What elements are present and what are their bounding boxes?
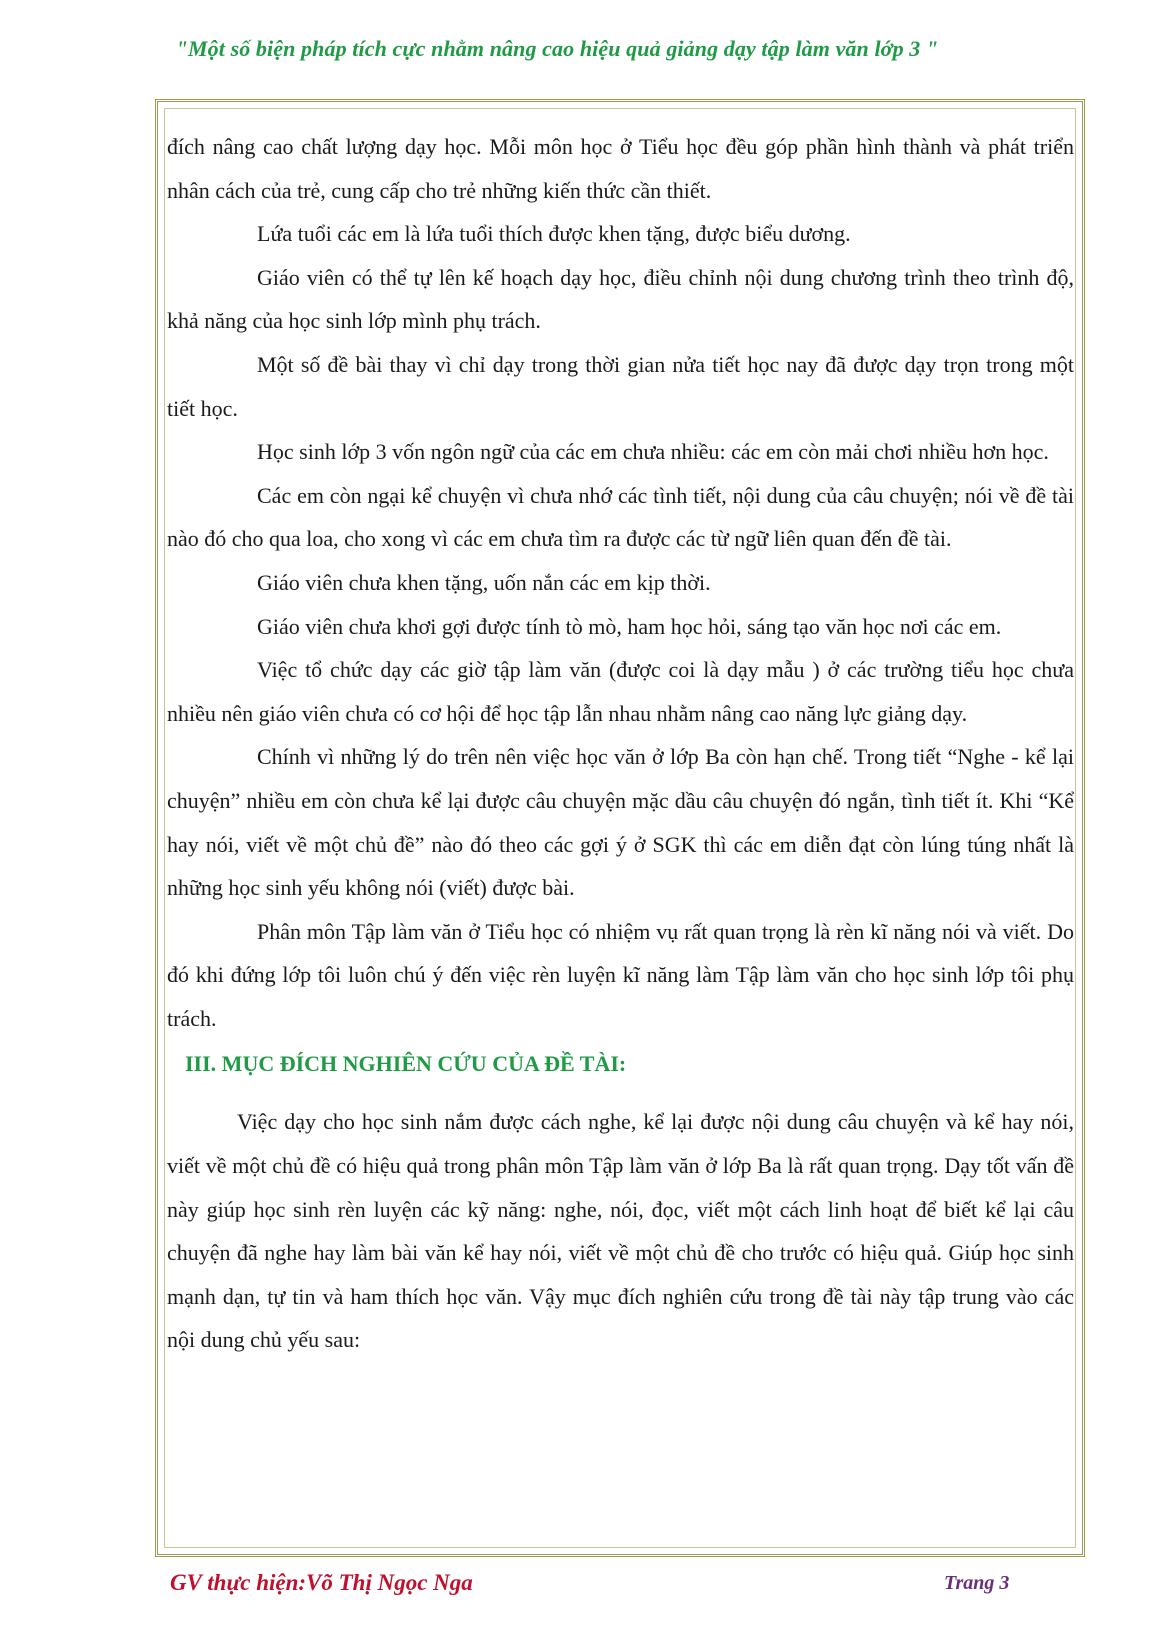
paragraph: Giáo viên chưa khen tặng, uốn nắn các em kịp thời. bbox=[257, 569, 711, 595]
footer-page-number: Trang 3 bbox=[944, 1572, 1010, 1594]
paragraph: Việc tổ chức dạy các giờ tập làm văn (được coi là dạy mẫu ) ở các trường tiểu học chưa nhiều nên giáo viên chưa có cơ hội để học tập lẫn nhau nhằm nâng cao năng lực giảng dạy. bbox=[167, 657, 1074, 726]
paragraph: Các em còn ngại kể chuyện vì chưa nhớ các tình tiết, nội dung của câu chuyện; nói về đề tài nào đó cho qua loa, cho xong vì các em chưa tìm ra được các từ ngữ liên quan đến đề tài. bbox=[167, 482, 1074, 552]
document-body bbox=[167, 125, 1074, 1362]
footer-author: GV thực hiện:Võ Thị Ngọc Nga bbox=[170, 1570, 473, 1595]
paragraph: Giáo viên chưa khơi gợi được tính tò mò, ham học hỏi, sáng tạo văn học nơi các em. bbox=[257, 613, 1002, 639]
paragraph: Chính vì những lý do trên nên việc học văn ở lớp Ba còn hạn chế. Trong tiết “Nghe - kể lại chuyện” nhiều em còn chưa kể lại được câu chuyện mặc dầu câu chuyện đó ngắn, tình tiết ít. Khi “Kể hay nói, viết về một chủ đề” nào đó theo các gợi ý ở SGK thì các em diễn đạt còn lúng túng nhất là những học sinh yếu không nói (viết) được bài. bbox=[167, 744, 1074, 901]
paragraph: Học sinh lớp 3 vốn ngôn ngữ của các em chưa nhiều: các em còn mải chơi nhiều hơn học. bbox=[257, 439, 1049, 465]
page-header bbox=[0, 36, 1158, 62]
document-title: "Một số biện pháp tích cực nhằm nâng cao hiệu quả giảng dạy tập làm văn lớp 3 " bbox=[175, 36, 939, 61]
paragraph: Lứa tuổi các em là lứa tuổi thích được khen tặng, được biểu dương. bbox=[257, 221, 851, 247]
paragraph: Phân môn Tập làm văn ở Tiểu học có nhiệm vụ rất quan trọng là rèn kĩ năng nói và viết. Do đó khi đứng lớp tôi luôn chú ý đến việc rèn luyện kĩ năng làm Tập làm văn cho học sinh lớp tôi phụ trách. bbox=[167, 918, 1074, 1031]
paragraph: Giáo viên có thể tự lên kế hoạch dạy học, điều chỉnh nội dung chương trình theo trình độ, khả năng của học sinh lớp mình phụ trách. bbox=[167, 264, 1074, 334]
paragraph: Một số đề bài thay vì chỉ dạy trong thời gian nửa tiết học nay đã được dạy trọn trong một tiết học. bbox=[167, 351, 1074, 421]
paragraph: Việc dạy cho học sinh nắm được cách nghe, kể lại được nội dung câu chuyện và kể hay nói, viết về một chủ đề có hiệu quả trong phân môn Tập làm văn ở lớp Ba là rất quan trọng. Dạy tốt vấn đề này giúp học sinh rèn luyện các kỹ năng: nghe, nói, đọc, viết một cách linh hoạt để biết kể lại câu chuyện đã nghe hay làm bài văn kể hay nói, viết về một chủ đề cho trước có hiệu quả. Giúp học sinh mạnh dạn, tự tin và ham thích học văn. Vậy mục đích nghiên cứu trong đề tài này tập trung vào các nội dung chủ yếu sau: bbox=[167, 1109, 1074, 1353]
paragraph: đích nâng cao chất lượng dạy học. Mỗi môn học ở Tiểu học đều góp phần hình thành và phát triển nhân cách của trẻ, cung cấp cho trẻ những kiến thức cần thiết. bbox=[167, 134, 1074, 203]
section-heading: III. MỤC ĐÍCH NGHIÊN CỨU CỦA ĐỀ TÀI: bbox=[185, 1051, 627, 1077]
